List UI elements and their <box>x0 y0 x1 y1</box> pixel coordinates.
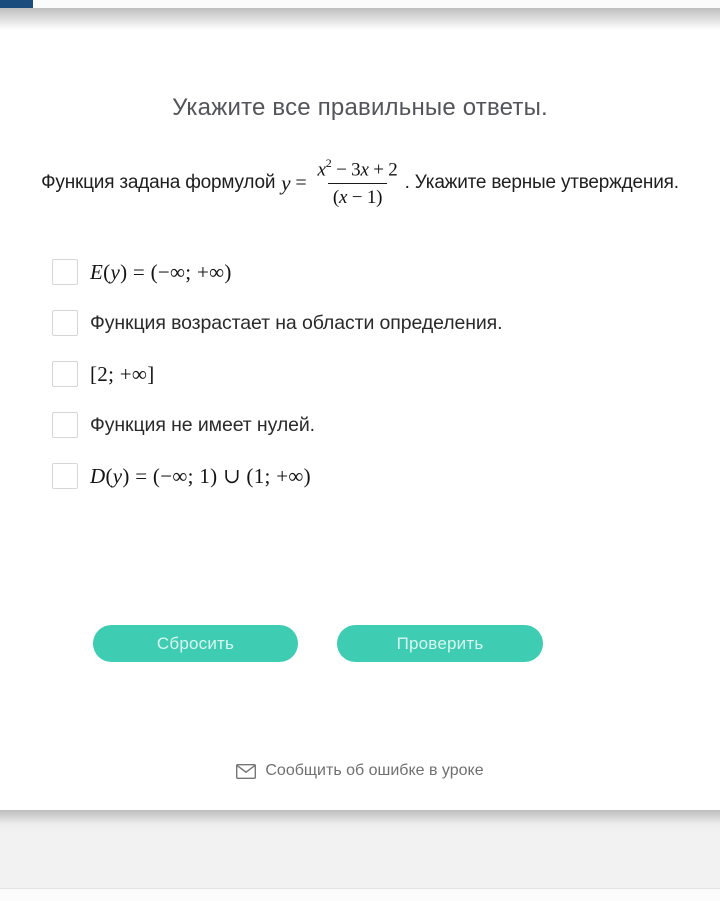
envelope-icon <box>236 764 256 779</box>
progress-accent-bar <box>0 0 33 8</box>
option-label[interactable]: E(y) = (−∞; +∞) <box>90 259 232 284</box>
option-row[interactable] <box>52 463 502 489</box>
formula-lhs: y <box>281 170 291 195</box>
bottom-gray-band <box>0 810 720 888</box>
option-checkbox[interactable] <box>52 361 78 387</box>
question-statement <box>0 148 720 218</box>
formula-equals: = <box>295 171 307 194</box>
option-row[interactable] <box>52 412 502 438</box>
option-label[interactable]: Функция не имеет нулей. <box>90 413 315 436</box>
option-checkbox[interactable] <box>52 310 78 336</box>
bottom-strip <box>0 888 720 901</box>
option-row[interactable] <box>52 310 502 336</box>
reset-button[interactable]: Сбросить <box>93 625 298 662</box>
option-checkbox[interactable] <box>52 412 78 438</box>
report-error-label: Сообщить об ошибке в уроке <box>265 762 484 779</box>
option-checkbox[interactable] <box>52 463 78 489</box>
fraction-denominator: (x − 1) <box>328 183 387 210</box>
check-button[interactable]: Проверить <box>337 625 543 662</box>
fraction-numerator: $x^2 - 3x + 2$ <box>317 155 398 180</box>
formula-fraction <box>312 157 402 210</box>
page-title: Укажите все правильные ответы. <box>172 94 548 121</box>
option-label[interactable]: [2; +∞] <box>90 361 155 386</box>
question-suffix: . Укажите верные утверждения. <box>404 172 679 193</box>
report-error-link[interactable] <box>0 758 720 784</box>
option-label[interactable]: Функция возрастает на области определения. <box>90 311 503 334</box>
option-row[interactable] <box>52 361 502 387</box>
top-shadow <box>0 8 720 30</box>
option-label[interactable]: D(y) = (−∞; 1) ∪ (1; +∞) <box>90 463 311 488</box>
option-row[interactable] <box>52 259 502 285</box>
option-checkbox[interactable] <box>52 259 78 285</box>
question-prefix: Функция задана формулой <box>41 172 276 193</box>
options-list <box>52 259 502 489</box>
top-bar <box>0 0 720 8</box>
